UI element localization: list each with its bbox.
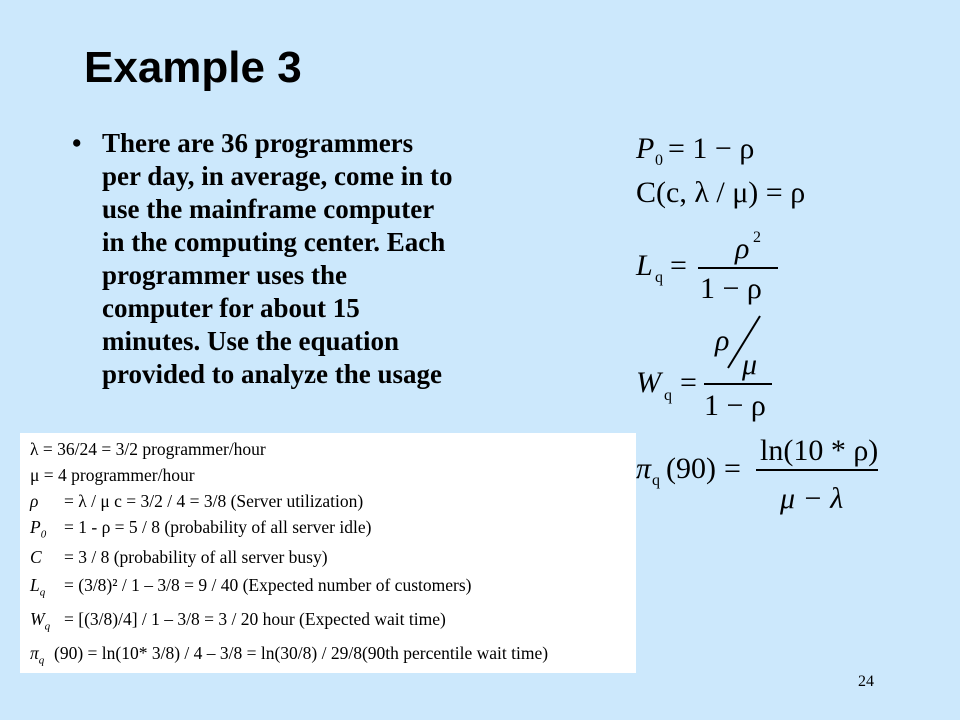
formula-wq-denominator: 1 − ρ bbox=[704, 389, 766, 422]
formula-lq bbox=[635, 229, 778, 305]
formula-c bbox=[636, 176, 805, 209]
calc-line-lhs-sub: 0 bbox=[40, 528, 47, 541]
formula-wq-numerator-bottom: μ bbox=[742, 348, 758, 381]
calc-line-wq bbox=[30, 607, 446, 631]
calc-line-lhs-symbol: P bbox=[30, 517, 41, 537]
calculation-panel bbox=[20, 433, 636, 673]
calc-line-text: = 3 / 8 (probability of all server busy) bbox=[64, 547, 328, 567]
bullet-marker: • bbox=[72, 128, 82, 158]
formula-lq-denominator: 1 − ρ bbox=[700, 272, 762, 305]
calc-line-lhs bbox=[30, 607, 64, 639]
calc-line-lhs-sub: q bbox=[38, 654, 45, 667]
formula-p0-rhs: = 1 − ρ bbox=[668, 132, 755, 165]
calc-line-lhs bbox=[30, 515, 64, 547]
bullet-line: use the mainframe computer bbox=[102, 194, 435, 224]
formula-wq-eq: = bbox=[680, 366, 697, 399]
calc-line-text: = 1 - ρ = 5 / 8 (probability of all server idle) bbox=[64, 517, 372, 537]
formula-wq-lhs: W bbox=[636, 366, 661, 399]
formula-pi-denominator: μ − λ bbox=[780, 482, 844, 515]
formula-wq-sub: q bbox=[664, 387, 672, 404]
slide-title: Example 3 bbox=[84, 43, 302, 92]
calc-line-c bbox=[30, 545, 328, 569]
calc-line-text: λ = 36/24 = 3/2 programmer/hour bbox=[30, 439, 266, 459]
calc-line-p0 bbox=[30, 515, 371, 539]
calc-line-text: = [(3/8)/4] / 1 – 3/8 = 3 / 20 hour (Expected wait time) bbox=[64, 609, 446, 629]
calc-line-text: μ = 4 programmer/hour bbox=[30, 465, 195, 485]
bullet-text bbox=[102, 127, 452, 391]
bullet-line: computer for about 15 bbox=[102, 293, 360, 323]
formula-pi-arg: (90) bbox=[666, 452, 716, 485]
formula-pi-numerator: ln(10 * ρ) bbox=[760, 434, 879, 467]
formula-lq-exponent: 2 bbox=[753, 229, 761, 246]
formula-wq-numerator-top: ρ bbox=[715, 324, 730, 357]
calc-line-lhs bbox=[30, 573, 64, 605]
formula-lq-sub: q bbox=[655, 269, 663, 286]
calc-line-text: (90) = ln(10* 3/8) / 4 – 3/8 = ln(30/8) / 29/8(90th percentile wait time) bbox=[54, 643, 549, 663]
calc-line-lq bbox=[30, 573, 471, 597]
calc-line-text: = (3/8)² / 1 – 3/8 = 9 / 40 (Expected number of customers) bbox=[64, 575, 472, 595]
bullet-line: programmer uses the bbox=[102, 260, 347, 290]
formula-c-text: C(c, λ / μ) = ρ bbox=[636, 176, 806, 209]
bullet-line: per day, in average, come in to bbox=[102, 161, 453, 191]
calc-line-lambda bbox=[30, 437, 266, 461]
calc-line-lhs-symbol: W bbox=[30, 609, 45, 629]
calc-line-lhs-symbol: π bbox=[30, 643, 39, 663]
calc-line-mu bbox=[30, 463, 195, 487]
calc-line-lhs-sub: q bbox=[39, 586, 46, 599]
calc-line-lhs bbox=[30, 641, 54, 673]
formula-pi-lhs: π bbox=[636, 452, 652, 485]
formula-pi-sub: q bbox=[652, 472, 660, 489]
formula-lq-lhs: L bbox=[636, 249, 653, 282]
page-number: 24 bbox=[858, 673, 874, 690]
calc-line-lhs-sub: q bbox=[44, 620, 51, 633]
formula-pi-eq: = bbox=[724, 452, 741, 485]
bullet-line: provided to analyze the usage bbox=[102, 359, 443, 389]
formula-wq bbox=[636, 316, 772, 422]
formula-lq-numerator: ρ bbox=[735, 232, 750, 265]
calc-line-lhs: ρ bbox=[30, 491, 39, 511]
formula-p0-sub: 0 bbox=[655, 152, 663, 169]
bullet-line: There are 36 programmers bbox=[102, 128, 414, 158]
formula-p0 bbox=[635, 132, 754, 169]
calc-line-text: = λ / μ c = 3/2 / 4 = 3/8 (Server utilization) bbox=[64, 491, 364, 511]
formula-lq-eq: = bbox=[670, 249, 687, 282]
bullet-line: in the computing center. Each bbox=[102, 227, 446, 257]
calc-line-lhs-symbol: L bbox=[30, 575, 40, 595]
calc-line-lhs: C bbox=[30, 547, 42, 567]
bullet-line: minutes. Use the equation bbox=[102, 326, 400, 356]
formula-p0-lhs: P bbox=[636, 132, 655, 165]
formula-panel bbox=[600, 110, 940, 530]
calc-line-pi bbox=[30, 641, 548, 665]
formula-pi bbox=[636, 434, 878, 515]
calc-line-rho bbox=[30, 489, 363, 513]
